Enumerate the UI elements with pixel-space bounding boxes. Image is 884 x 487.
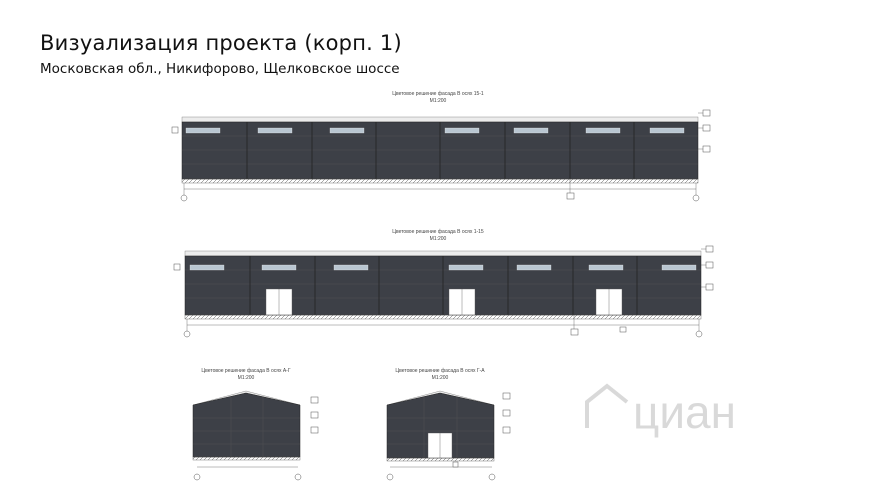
- drawing-1-caption: Цветовое решение фасада В осях 15-1: [392, 91, 484, 97]
- drawing-4-scale: М1:200: [431, 375, 449, 381]
- drawing-3-caption: Цветовое решение фасада В осях А-Г: [201, 368, 291, 374]
- facade-drawing-1: [172, 91, 710, 201]
- cian-house-icon: [587, 386, 627, 428]
- page-title: Визуализация проекта (корп. 1): [40, 31, 402, 55]
- drawing-2-caption: Цветовое решение фасада В осях 1-15: [392, 229, 484, 235]
- facade-drawing-4: [387, 368, 510, 480]
- drawing-3-scale: М1:200: [237, 375, 255, 381]
- drawing-2-scale: М1:200: [429, 236, 447, 242]
- facade-drawing-3: [193, 368, 318, 480]
- page-subtitle: Московская обл., Никифорово, Щелковское шоссе: [40, 61, 400, 77]
- watermark-text: циан: [633, 386, 737, 438]
- facade-drawing-2: [174, 229, 713, 337]
- drawing-4-caption: Цветовое решение фасада В осях Г-А: [395, 368, 485, 374]
- drawing-1-scale: М1:200: [429, 98, 447, 104]
- cian-watermark: [583, 380, 783, 440]
